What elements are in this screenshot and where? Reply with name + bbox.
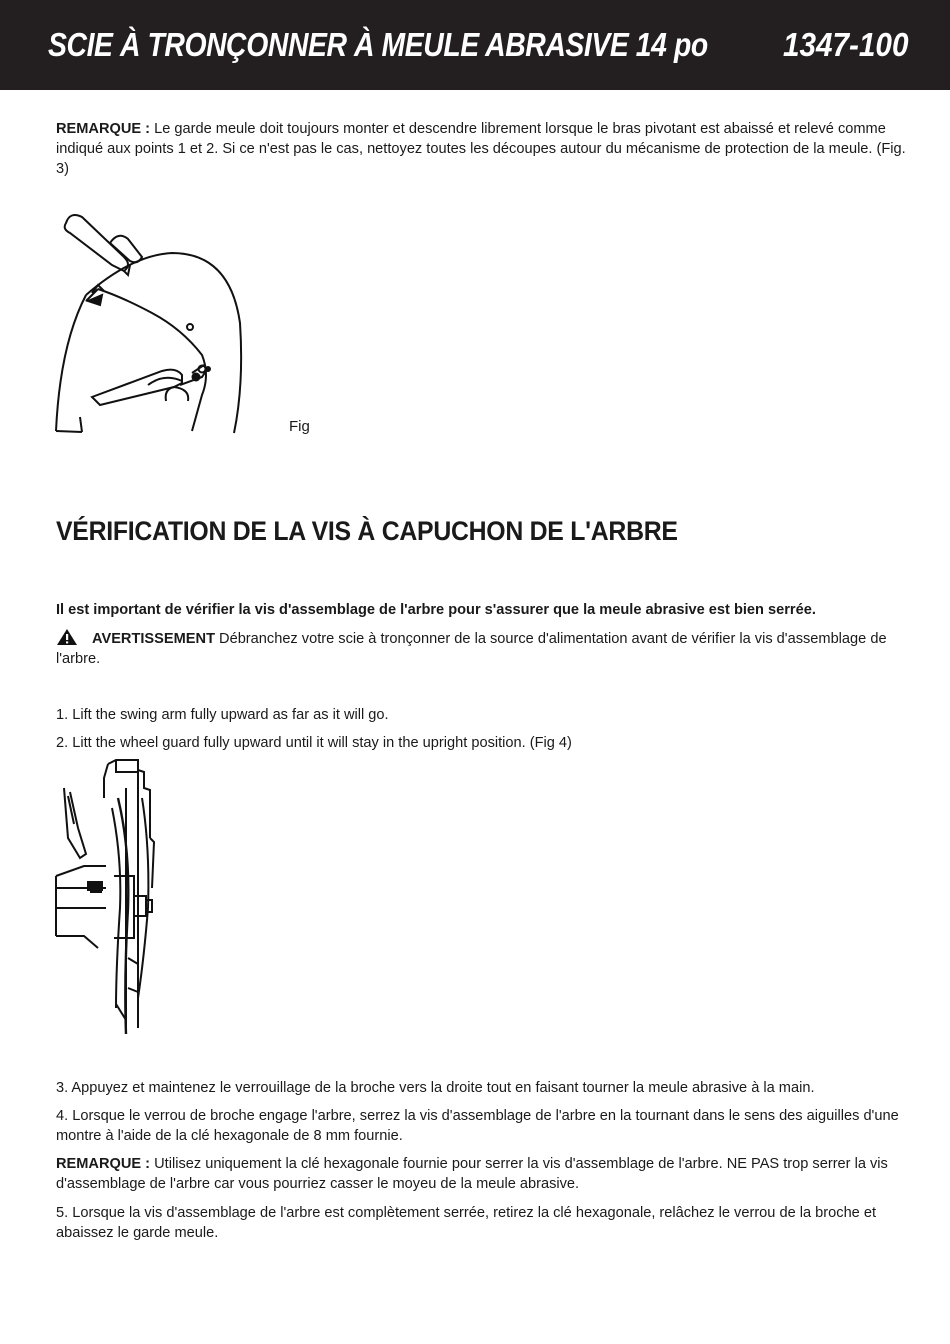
warning-label: AVERTISSEMENT (92, 631, 215, 647)
figure-3-wheel-guard (52, 205, 252, 437)
figure-3-caption: Fig (289, 418, 310, 435)
warning-paragraph (56, 628, 906, 669)
figure-4-side-view (54, 758, 158, 1036)
warning-text: Débranchez votre scie à tronçonner de la source d'alimentation avant de vérifier la vis d'assemblage de l'arbre. (56, 631, 887, 667)
model-number: 1347-100 (782, 26, 908, 63)
warning-triangle-icon (56, 628, 78, 646)
note-text: Le garde meule doit toujours monter et descendre librement lorsque le bras pivotant est abaissé et relevé comme indiqué aux points 1 et 2. Si ce n'est pas le cas, nettoyez toutes les découpes autour du mécanisme de protection de la meule. (Fig. 3) (56, 121, 906, 177)
step-2: 2. Litt the wheel guard fully upward until it will stay in the upright position. (Fig 4) (56, 735, 572, 751)
document-title: SCIE À TRONÇONNER À MEULE ABRASIVE 14 po (48, 26, 708, 63)
note-paragraph-2 (56, 1154, 906, 1194)
note-paragraph-1 (56, 119, 906, 179)
page-header (0, 0, 950, 90)
section-heading: VÉRIFICATION DE LA VIS À CAPUCHON DE L'ARBRE (56, 516, 678, 546)
step-5: 5. Lorsque la vis d'assemblage de l'arbre est complètement serrée, retirez la clé hexagonale, relâchez le verrou de la broche et abaissez le garde meule. (56, 1205, 877, 1241)
step-4: 4. Lorsque le verrou de broche engage l'arbre, serrez la vis d'assemblage de l'arbre en la tournant dans le sens des aiguilles d'une montre à l'aide de la clé hexagonale de 8 mm fournie. (56, 1108, 899, 1144)
section-intro: Il est important de vérifier la vis d'assemblage de l'arbre pour s'assurer que la meule abrasive est bien serrée. (56, 602, 816, 618)
step-3: 3. Appuyez et maintenez le verrouillage de la broche vers la droite tout en faisant tourner la meule abrasive à la main. (56, 1080, 815, 1096)
note-label-2: REMARQUE : (56, 1156, 151, 1172)
step-1: 1. Lift the swing arm fully upward as far as it will go. (56, 707, 389, 723)
note-label: REMARQUE : (56, 121, 151, 137)
note-text-2: Utilisez uniquement la clé hexagonale fournie pour serrer la vis d'assemblage de l'arbre. NE PAS trop serrer la vis d'assemblage de l'arbre car vous pourriez casser le moyeu de la meule abrasive. (56, 1156, 888, 1192)
